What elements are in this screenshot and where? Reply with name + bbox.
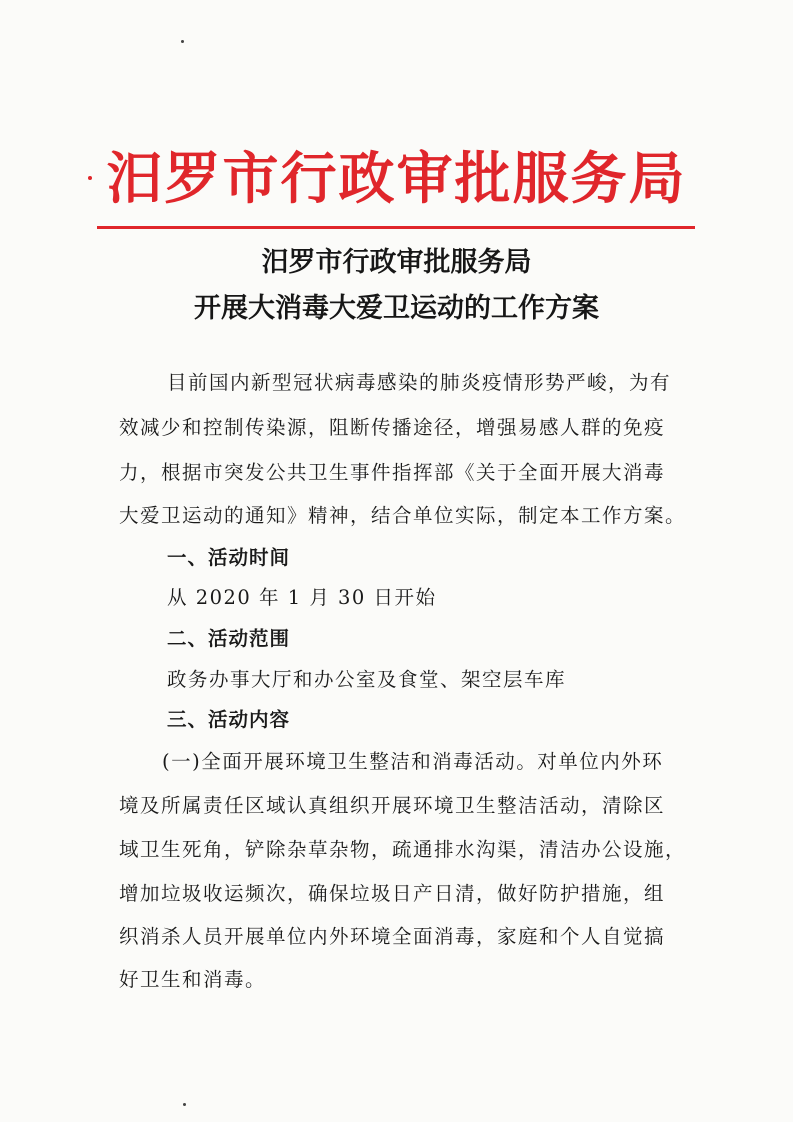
section-3-line: 增加垃圾收运频次，确保垃圾日产日清，做好防护措施，组 xyxy=(119,882,666,905)
section-2-heading: 二、活动范围 xyxy=(167,627,291,650)
section-1-text: 从 2020 年 1 月 30 日开始 xyxy=(167,586,437,609)
intro-line-1: 目前国内新型冠状病毒感染的肺炎疫情形势严峻，为有 xyxy=(167,371,672,394)
section-3-line: 域卫生死角，铲除杂草杂物，疏通排水沟渠，清洁办公设施， xyxy=(119,838,687,861)
section-3-line: 好卫生和消毒。 xyxy=(119,968,267,991)
scan-speck xyxy=(183,1103,186,1106)
section-3-line: (一)全面开展环境卫生整洁和消毒活动。对单位内外环 xyxy=(162,750,664,773)
letterhead-red-rule xyxy=(97,226,695,229)
section-2-text: 政务办事大厅和办公室及食堂、架空层车库 xyxy=(167,668,567,691)
section-3-line: 织消杀人员开展单位内外环境全面消毒，家庭和个人自觉搞 xyxy=(119,925,666,948)
scan-speck xyxy=(181,40,184,43)
section-1-heading: 一、活动时间 xyxy=(167,546,291,569)
intro-line-4: 大爱卫运动的通知》精神，结合单位实际，制定本工作方案。 xyxy=(119,504,687,527)
document-title-line-2: 开展大消毒大爱卫运动的工作方案 xyxy=(194,293,599,324)
intro-line-3: 力，根据市突发公共卫生事件指挥部《关于全面开展大消毒 xyxy=(119,461,666,484)
section-3-line: 境及所属责任区域认真组织开展环境卫生整洁活动，清除区 xyxy=(119,794,666,817)
section-3-heading: 三、活动内容 xyxy=(167,708,291,731)
letterhead-organization: 汨罗市行政审批服务局 xyxy=(106,146,687,212)
document-title-line-1: 汨罗市行政审批服务局 xyxy=(261,247,532,278)
intro-line-2: 效减少和控制传染源，阻断传播途径，增强易感人群的免疫 xyxy=(119,416,666,439)
